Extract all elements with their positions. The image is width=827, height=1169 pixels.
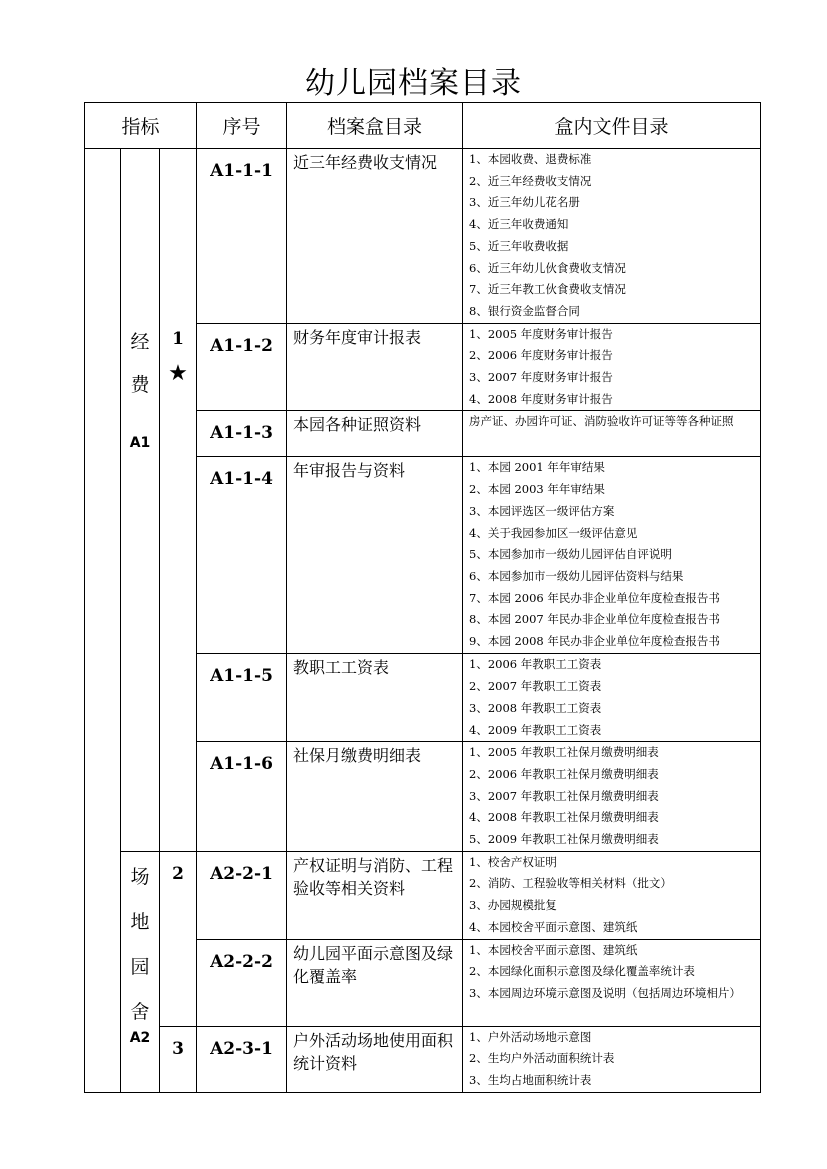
file-item: 5、2009 年教职工社保月缴费明细表 [469,832,659,847]
file-item: 3、本园评选区一级评估方案 [469,503,615,518]
file-item: 2、2007 年教职工工资表 [469,679,602,694]
table-row [85,1026,761,1092]
group-a2-char: 场 [130,865,150,888]
box-cell: 户外活动场地使用面积统计资料 [287,1026,463,1092]
files-cell [463,742,761,852]
files-cell [463,149,761,324]
group-a1-char: 经 [130,331,150,353]
file-item: 2、2006 年度财务审计报告 [469,348,613,363]
box-cell: 财务年度审计报表 [287,323,463,411]
group-a1-number: 1 [172,329,184,349]
files-cell [463,323,761,411]
file-item: 4、2008 年度财务审计报告 [469,391,613,406]
file-item: 4、2009 年教职工工资表 [469,722,602,737]
file-item: 房产证、办园许可证、消防验收许可证等等各种证照 [469,414,734,429]
file-item: 7、本园 2006 年民办非企业单位年度检查报告书 [469,590,720,605]
seq-cell: A2-2-2 [197,939,287,1026]
box-cell: 幼儿园平面示意图及绿化覆盖率 [287,939,463,1026]
header-seq: 序号 [197,103,287,149]
header-box: 档案盒目录 [287,103,463,149]
seq-cell: A2-2-1 [197,851,287,939]
files-cell [463,457,761,654]
box-cell: 近三年经费收支情况 [287,149,463,324]
seq-cell: A2-3-1 [197,1026,287,1092]
file-item: 2、消防、工程验收等相关材料（批文） [469,876,672,891]
file-item: 1、本园收费、退费标准 [469,152,592,166]
file-item: 4、近三年收费通知 [469,217,569,232]
file-item: 3、生均占地面积统计表 [469,1072,592,1087]
table-row [85,149,761,324]
file-item: 2、本园 2003 年年审结果 [469,482,605,497]
group-a2-char: 园 [130,955,150,978]
files-cell [463,411,761,457]
box-cell: 本园各种证照资料 [287,411,463,457]
star-icon: ★ [168,361,188,386]
files-cell [463,1026,761,1092]
page-title: 幼儿园档案目录 [305,66,522,101]
file-item: 3、2007 年教职工社保月缴费明细表 [469,788,659,803]
file-item: 3、近三年幼儿花名册 [469,195,580,210]
file-item: 1、户外活动场地示意图 [469,1029,592,1044]
files-cell [463,939,761,1026]
group-a2-char: 地 [130,910,150,933]
box-cell: 教职工工资表 [287,654,463,742]
seq-cell: A1-1-1 [197,149,287,324]
group-a2-char: 舍 [130,1000,150,1023]
group-a1-sub-cell [160,149,197,852]
group-a2-sub-cell [160,1026,197,1092]
files-cell [463,851,761,939]
group-a2-sub-cell [160,851,197,1026]
files-cell [463,654,761,742]
archive-table [84,102,761,1093]
file-item: 8、银行资金监督合同 [469,303,580,318]
seq-cell: A1-1-4 [197,457,287,654]
file-item: 4、2008 年教职工社保月缴费明细表 [469,810,659,825]
file-item: 6、本园参加市一级幼儿园评估资料与结果 [469,568,684,583]
seq-cell: A1-1-6 [197,742,287,852]
header-indicator: 指标 [85,103,197,149]
file-item: 3、2007 年度财务审计报告 [469,370,613,385]
file-item: 3、办园规模批复 [469,898,557,913]
file-item: 1、校舍产权证明 [469,854,557,869]
file-item: 2、本园绿化面积示意图及绿化覆盖率统计表 [469,964,695,979]
file-item: 1、2005 年度财务审计报告 [469,326,613,341]
group-a2-number: 3 [172,1038,184,1059]
file-item: 6、近三年幼儿伙食费收支情况 [469,260,626,275]
group-a2-name-cell [121,851,160,1092]
seq-cell: A1-1-2 [197,323,287,411]
file-item: 9、本园 2008 年民办非企业单位年度检查报告书 [469,634,720,649]
group-a2-number: 2 [172,863,184,884]
box-cell: 社保月缴费明细表 [287,742,463,852]
header-row [85,103,761,149]
file-item: 2、近三年经费收支情况 [469,173,592,188]
file-item: 1、本园 2001 年年审结果 [469,460,605,475]
file-item: 2、2006 年教职工社保月缴费明细表 [469,766,659,781]
seq-cell: A1-1-3 [197,411,287,457]
file-item: 3、2008 年教职工工资表 [469,700,602,715]
file-item: 1、本园校舍平面示意图、建筑纸 [469,942,638,957]
header-files: 盒内文件目录 [463,103,761,149]
seq-cell: A1-1-5 [197,654,287,742]
file-item: 8、本园 2007 年民办非企业单位年度检查报告书 [469,612,720,627]
outer-blank-cell [85,149,121,1093]
file-item: 5、近三年收费收据 [469,238,569,253]
table-row [85,851,761,939]
group-a1-name-cell [121,149,160,852]
file-item: 1、2005 年教职工社保月缴费明细表 [469,745,659,760]
group-a1-code: A1 [129,435,151,451]
file-item: 1、2006 年教职工工资表 [469,657,602,672]
file-item: 3、本园周边环境示意图及说明（包括周边环境相片） [469,985,741,1000]
file-item: 5、本园参加市一级幼儿园评估自评说明 [469,547,672,562]
box-cell: 年审报告与资料 [287,457,463,654]
group-a1-char: 费 [130,374,150,396]
box-cell: 产权证明与消防、工程验收等相关资料 [287,851,463,939]
file-item: 7、近三年教工伙食费收支情况 [469,282,626,297]
file-item: 2、生均户外活动面积统计表 [469,1051,615,1066]
file-item: 4、关于我园参加区一级评估意见 [469,525,638,540]
file-item: 4、本园校舍平面示意图、建筑纸 [469,919,638,934]
group-a2-code: A2 [129,1029,151,1046]
